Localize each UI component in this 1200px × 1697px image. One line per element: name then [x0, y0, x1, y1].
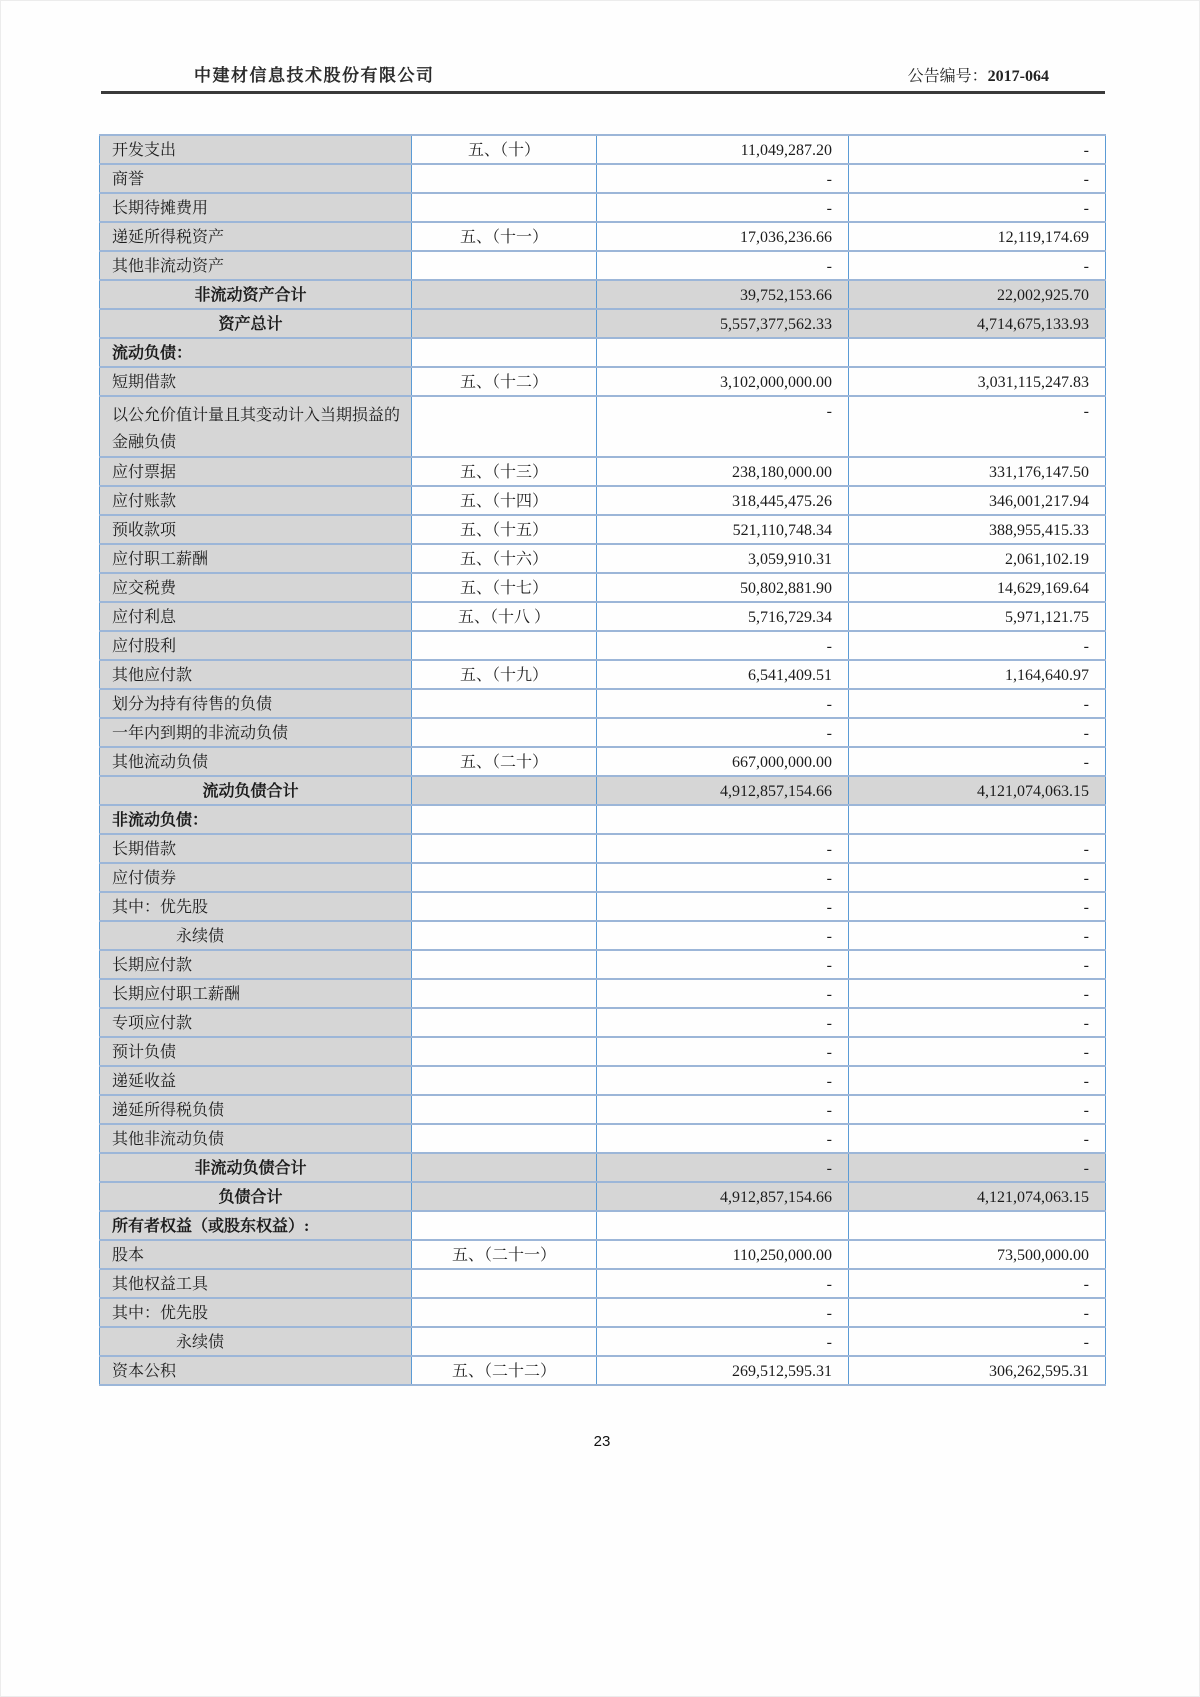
row-item-label: 其他权益工具 — [100, 1269, 412, 1298]
row-current-amount: - — [597, 1269, 849, 1298]
row-note-ref — [412, 338, 597, 367]
row-prior-amount: 4,121,074,063.15 — [849, 776, 1106, 805]
row-item-label: 所有者权益（或股东权益）: — [100, 1211, 412, 1240]
row-note-ref — [412, 1037, 597, 1066]
row-current-amount: - — [597, 979, 849, 1008]
table-row — [100, 950, 1106, 979]
row-note-ref — [412, 164, 597, 193]
table-row — [100, 515, 1106, 544]
row-item-label: 应付股利 — [100, 631, 412, 660]
row-note-ref — [412, 1124, 597, 1153]
row-note-ref — [412, 1327, 597, 1356]
row-current-amount: - — [597, 863, 849, 892]
row-item-label: 其他非流动负债 — [100, 1124, 412, 1153]
row-note-ref — [412, 193, 597, 222]
table-row — [100, 602, 1106, 631]
row-prior-amount: - — [849, 193, 1106, 222]
row-prior-amount: - — [849, 1124, 1106, 1153]
row-note-ref: 五、（十二） — [412, 367, 597, 396]
row-prior-amount: 14,629,169.64 — [849, 573, 1106, 602]
table-row — [100, 457, 1106, 486]
row-note-ref — [412, 689, 597, 718]
row-note-ref — [412, 1095, 597, 1124]
table-row — [100, 164, 1106, 193]
table-row — [100, 1124, 1106, 1153]
row-note-ref — [412, 1066, 597, 1095]
row-note-ref: 五、（十八 ） — [412, 602, 597, 631]
announcement-number — [908, 63, 1105, 86]
company-name: 中建材信息技术股份有限公司 — [194, 66, 435, 85]
row-note-ref: 五、（十九） — [412, 660, 597, 689]
row-note-ref: 五、（十六） — [412, 544, 597, 573]
row-prior-amount: 2,061,102.19 — [849, 544, 1106, 573]
row-current-amount: - — [597, 689, 849, 718]
table-row — [100, 834, 1106, 863]
table-row — [100, 1153, 1106, 1182]
row-current-amount: 110,250,000.00 — [597, 1240, 849, 1269]
row-prior-amount: - — [849, 164, 1106, 193]
table-row — [100, 1008, 1106, 1037]
row-prior-amount: - — [849, 1095, 1106, 1124]
row-prior-amount: - — [849, 863, 1106, 892]
row-note-ref — [412, 834, 597, 863]
row-item-label: 长期应付职工薪酬 — [100, 979, 412, 1008]
row-note-ref — [412, 1298, 597, 1327]
row-item-label: 应付职工薪酬 — [100, 544, 412, 573]
table-row — [100, 1356, 1106, 1385]
row-current-amount: - — [597, 718, 849, 747]
table-row — [100, 280, 1106, 309]
row-prior-amount: 346,001,217.94 — [849, 486, 1106, 515]
row-note-ref: 五、（十七） — [412, 573, 597, 602]
row-prior-amount: 1,164,640.97 — [849, 660, 1106, 689]
row-prior-amount — [849, 338, 1106, 367]
balance-table-body — [100, 135, 1106, 1385]
row-item-label: 应付账款 — [100, 486, 412, 515]
table-row — [100, 1211, 1106, 1240]
row-current-amount: - — [597, 1066, 849, 1095]
row-current-amount: 521,110,748.34 — [597, 515, 849, 544]
row-current-amount: - — [597, 834, 849, 863]
row-item-label: 短期借款 — [100, 367, 412, 396]
table-row — [100, 921, 1106, 950]
table-row — [100, 863, 1106, 892]
row-item-label: 其他非流动资产 — [100, 251, 412, 280]
row-prior-amount: - — [849, 747, 1106, 776]
row-prior-amount: - — [849, 1153, 1106, 1182]
header-divider-line — [101, 91, 1105, 94]
row-prior-amount: - — [849, 1327, 1106, 1356]
row-current-amount: - — [597, 1153, 849, 1182]
table-row — [100, 396, 1106, 457]
row-current-amount — [597, 805, 849, 834]
table-row — [100, 1298, 1106, 1327]
row-current-amount: 3,102,000,000.00 — [597, 367, 849, 396]
row-prior-amount: 73,500,000.00 — [849, 1240, 1106, 1269]
table-row — [100, 1240, 1106, 1269]
row-note-ref: 五、（十四） — [412, 486, 597, 515]
row-item-label: 资产总计 — [100, 309, 412, 338]
row-item-label: 以公允价值计量且其变动计入当期损益的金融负债 — [100, 396, 412, 457]
row-current-amount: - — [597, 1298, 849, 1327]
row-note-ref: 五、（二十） — [412, 747, 597, 776]
announcement-number-label: 公告编号： — [907, 68, 988, 85]
table-row — [100, 544, 1106, 573]
table-row — [100, 979, 1106, 1008]
row-note-ref — [412, 776, 597, 805]
row-prior-amount: - — [849, 1269, 1106, 1298]
table-row — [100, 776, 1106, 805]
row-item-label: 资本公积 — [100, 1356, 412, 1385]
table-row — [100, 1269, 1106, 1298]
row-note-ref: 五、（十一） — [412, 222, 597, 251]
page-number: 23 — [593, 1433, 611, 1450]
row-item-label: 递延所得税资产 — [100, 222, 412, 251]
row-prior-amount: 22,002,925.70 — [849, 280, 1106, 309]
row-item-label: 负债合计 — [100, 1182, 412, 1211]
row-prior-amount: - — [849, 1008, 1106, 1037]
row-item-label: 预计负债 — [100, 1037, 412, 1066]
row-prior-amount — [849, 1211, 1106, 1240]
row-prior-amount: - — [849, 251, 1106, 280]
table-row — [100, 631, 1106, 660]
table-row — [100, 222, 1106, 251]
table-row — [100, 486, 1106, 515]
row-current-amount: 50,802,881.90 — [597, 573, 849, 602]
table-row — [100, 367, 1106, 396]
row-item-label: 永续债 — [100, 1327, 412, 1356]
row-current-amount: 3,059,910.31 — [597, 544, 849, 573]
row-current-amount: - — [597, 892, 849, 921]
row-current-amount: - — [597, 1008, 849, 1037]
row-item-label: 流动负债合计 — [100, 776, 412, 805]
row-item-label: 商誉 — [100, 164, 412, 193]
row-item-label: 长期应付款 — [100, 950, 412, 979]
row-item-label: 永续债 — [100, 921, 412, 950]
row-current-amount: 269,512,595.31 — [597, 1356, 849, 1385]
row-item-label: 长期待摊费用 — [100, 193, 412, 222]
row-prior-amount: 4,121,074,063.15 — [849, 1182, 1106, 1211]
row-current-amount: 4,912,857,154.66 — [597, 776, 849, 805]
row-current-amount: - — [597, 631, 849, 660]
row-note-ref: 五、（十五） — [412, 515, 597, 544]
row-note-ref — [412, 1008, 597, 1037]
row-item-label: 其中：优先股 — [100, 892, 412, 921]
row-note-ref — [412, 1153, 597, 1182]
row-item-label: 应付债券 — [100, 863, 412, 892]
row-current-amount: - — [597, 1124, 849, 1153]
row-current-amount: - — [597, 164, 849, 193]
table-row — [100, 1095, 1106, 1124]
row-current-amount: 238,180,000.00 — [597, 457, 849, 486]
table-row — [100, 660, 1106, 689]
row-item-label: 递延收益 — [100, 1066, 412, 1095]
table-row — [100, 251, 1106, 280]
page-header — [99, 61, 1105, 86]
row-prior-amount: - — [849, 921, 1106, 950]
row-item-label: 股本 — [100, 1240, 412, 1269]
row-item-label: 一年内到期的非流动负债 — [100, 718, 412, 747]
row-current-amount — [597, 1211, 849, 1240]
row-note-ref: 五、（二十一） — [412, 1240, 597, 1269]
row-item-label: 划分为持有待售的负债 — [100, 689, 412, 718]
table-row — [100, 805, 1106, 834]
row-item-label: 其中：优先股 — [100, 1298, 412, 1327]
row-prior-amount — [849, 805, 1106, 834]
table-row — [100, 573, 1106, 602]
table-row — [100, 309, 1106, 338]
row-item-label: 应付利息 — [100, 602, 412, 631]
row-item-label: 非流动负债： — [100, 805, 412, 834]
table-row — [100, 689, 1106, 718]
row-current-amount: - — [597, 1327, 849, 1356]
row-note-ref — [412, 251, 597, 280]
row-current-amount: 5,557,377,562.33 — [597, 309, 849, 338]
row-prior-amount: - — [849, 631, 1106, 660]
row-current-amount: - — [597, 950, 849, 979]
row-note-ref: 五、（十三） — [412, 457, 597, 486]
row-item-label: 其他应付款 — [100, 660, 412, 689]
row-note-ref — [412, 309, 597, 338]
row-current-amount: - — [597, 396, 849, 457]
row-current-amount: - — [597, 251, 849, 280]
row-note-ref — [412, 718, 597, 747]
row-note-ref — [412, 863, 597, 892]
row-item-label: 非流动负债合计 — [100, 1153, 412, 1182]
row-item-label: 其他流动负债 — [100, 747, 412, 776]
row-prior-amount: - — [849, 689, 1106, 718]
row-current-amount: 11,049,287.20 — [597, 135, 849, 164]
table-row — [100, 1327, 1106, 1356]
row-current-amount: - — [597, 1095, 849, 1124]
row-item-label: 应付票据 — [100, 457, 412, 486]
row-prior-amount: - — [849, 892, 1106, 921]
table-row — [100, 193, 1106, 222]
row-item-label: 开发支出 — [100, 135, 412, 164]
row-item-label: 递延所得税负债 — [100, 1095, 412, 1124]
row-note-ref — [412, 979, 597, 1008]
row-current-amount — [597, 338, 849, 367]
row-prior-amount: 331,176,147.50 — [849, 457, 1106, 486]
table-row — [100, 1182, 1106, 1211]
row-note-ref — [412, 950, 597, 979]
table-row — [100, 747, 1106, 776]
row-prior-amount: - — [849, 979, 1106, 1008]
row-note-ref — [412, 1269, 597, 1298]
row-prior-amount: 5,971,121.75 — [849, 602, 1106, 631]
table-row — [100, 1037, 1106, 1066]
table-row — [100, 135, 1106, 164]
row-current-amount: 17,036,236.66 — [597, 222, 849, 251]
row-current-amount: 667,000,000.00 — [597, 747, 849, 776]
row-prior-amount: - — [849, 950, 1106, 979]
row-prior-amount: 306,262,595.31 — [849, 1356, 1106, 1385]
row-item-label: 非流动资产合计 — [100, 280, 412, 309]
row-note-ref — [412, 631, 597, 660]
row-item-label: 预收款项 — [100, 515, 412, 544]
row-note-ref — [412, 1211, 597, 1240]
table-row — [100, 338, 1106, 367]
row-note-ref — [412, 1182, 597, 1211]
row-note-ref — [412, 280, 597, 309]
row-note-ref: 五、（十） — [412, 135, 597, 164]
row-current-amount: - — [597, 921, 849, 950]
row-current-amount: 318,445,475.26 — [597, 486, 849, 515]
row-current-amount: - — [597, 1037, 849, 1066]
row-current-amount: - — [597, 193, 849, 222]
table-row — [100, 1066, 1106, 1095]
row-prior-amount: 3,031,115,247.83 — [849, 367, 1106, 396]
row-prior-amount: - — [849, 834, 1106, 863]
table-row — [100, 718, 1106, 747]
row-item-label: 专项应付款 — [100, 1008, 412, 1037]
row-prior-amount: 12,119,174.69 — [849, 222, 1106, 251]
row-item-label: 长期借款 — [100, 834, 412, 863]
table-row — [100, 892, 1106, 921]
row-current-amount: 4,912,857,154.66 — [597, 1182, 849, 1211]
row-prior-amount: - — [849, 1037, 1106, 1066]
row-prior-amount: - — [849, 396, 1106, 457]
row-prior-amount: 4,714,675,133.93 — [849, 309, 1106, 338]
row-note-ref: 五、（二十二） — [412, 1356, 597, 1385]
row-prior-amount: - — [849, 718, 1106, 747]
row-item-label: 应交税费 — [100, 573, 412, 602]
row-note-ref — [412, 396, 597, 457]
row-prior-amount: 388,955,415.33 — [849, 515, 1106, 544]
row-item-label: 流动负债： — [100, 338, 412, 367]
row-current-amount: 39,752,153.66 — [597, 280, 849, 309]
announcement-number-value: 2017-064 — [987, 68, 1049, 85]
row-prior-amount: - — [849, 1066, 1106, 1095]
row-note-ref — [412, 921, 597, 950]
row-prior-amount: - — [849, 1298, 1106, 1327]
balance-sheet-table — [99, 134, 1106, 1386]
row-current-amount: 6,541,409.51 — [597, 660, 849, 689]
row-prior-amount: - — [849, 135, 1106, 164]
row-note-ref — [412, 805, 597, 834]
row-note-ref — [412, 892, 597, 921]
row-current-amount: 5,716,729.34 — [597, 602, 849, 631]
